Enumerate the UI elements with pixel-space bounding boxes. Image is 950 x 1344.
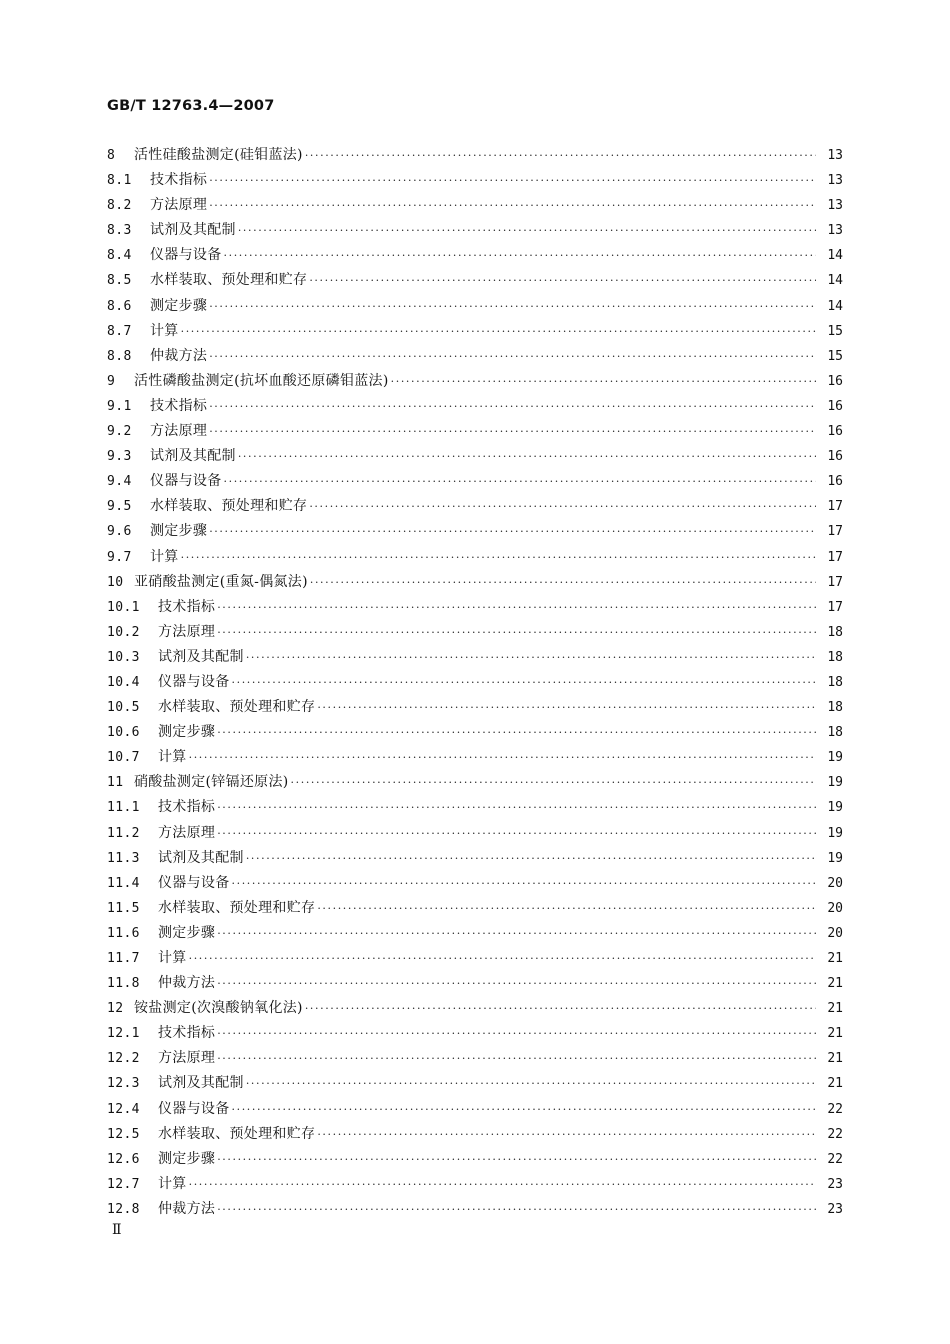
toc-entry-page: 19 [827, 800, 843, 816]
toc-entry-title: 水样装取、预处理和贮存 [158, 699, 316, 716]
toc-entry-number: 12.2 [107, 1051, 140, 1067]
toc-entry-title: 仲裁方法 [158, 1200, 216, 1217]
toc-entry[interactable] [107, 218, 843, 243]
toc-entry-number: 10.3 [107, 649, 140, 665]
toc-entry-title: 活性磷酸盐测定(抗坏血酸还原磷钼蓝法) [134, 372, 389, 389]
toc-entry-number: 10.2 [107, 624, 140, 640]
toc-entry-number: 8.7 [107, 323, 132, 339]
toc-entry-page: 17 [827, 599, 843, 615]
toc-entry-page: 19 [827, 850, 843, 866]
toc-dot-leader [209, 519, 816, 544]
toc-entry-page: 13 [827, 173, 843, 189]
toc-entry[interactable] [107, 494, 843, 519]
toc-entry-number: 12.8 [107, 1201, 140, 1217]
toc-entry-number: 12.1 [107, 1026, 140, 1042]
toc-entry-number: 9.7 [107, 549, 132, 565]
toc-entry-number: 11.4 [107, 875, 140, 891]
toc-entry-page: 21 [827, 1026, 843, 1042]
toc-entry-title: 水样装取、预处理和贮存 [150, 272, 308, 289]
toc-entry-page: 16 [827, 424, 843, 440]
toc-entry-title: 仲裁方法 [150, 347, 208, 364]
toc-dot-leader [217, 1021, 816, 1046]
toc-dot-leader [291, 770, 816, 795]
toc-entry-number: 9.3 [107, 449, 132, 465]
toc-entry-number: 8.3 [107, 223, 132, 239]
toc-entry-title: 测定步骤 [150, 297, 208, 314]
toc-entry[interactable] [107, 1197, 843, 1222]
toc-entry-title: 仪器与设备 [158, 1100, 230, 1117]
toc-dot-leader [238, 218, 816, 243]
toc-entry[interactable] [107, 921, 843, 946]
toc-entry-title: 仪器与设备 [158, 673, 230, 690]
toc-entry-title: 方法原理 [158, 824, 216, 841]
toc-entry-page: 15 [827, 348, 843, 364]
toc-entry-number: 10.4 [107, 674, 140, 690]
toc-entry[interactable] [107, 1172, 843, 1197]
toc-entry-page: 17 [827, 499, 843, 515]
toc-entry[interactable] [107, 821, 843, 846]
toc-dot-leader [217, 1147, 816, 1172]
toc-entry-number: 11 [107, 775, 124, 791]
toc-entry-page: 19 [827, 825, 843, 841]
toc-entry-number: 12.4 [107, 1101, 140, 1117]
toc-entry-title: 计算 [150, 548, 179, 565]
toc-dot-leader [305, 143, 816, 168]
toc-entry-number: 11.7 [107, 951, 140, 966]
toc-dot-leader [217, 720, 816, 745]
toc-entry-page: 18 [827, 674, 843, 690]
toc-entry-number: 12.6 [107, 1151, 140, 1167]
toc-dot-leader [224, 243, 817, 268]
toc-entry[interactable] [107, 469, 843, 494]
toc-dot-leader [317, 1122, 816, 1147]
toc-entry-page: 21 [827, 1001, 843, 1017]
toc-entry-number: 9.2 [107, 424, 132, 440]
toc-dot-leader [217, 921, 816, 946]
toc-entry-number: 9.4 [107, 474, 132, 490]
toc-entry-title: 方法原理 [150, 197, 208, 214]
toc-entry[interactable] [107, 745, 843, 770]
toc-entry-title: 仪器与设备 [150, 247, 222, 264]
toc-entry[interactable] [107, 896, 843, 921]
toc-entry-page: 20 [827, 900, 843, 916]
toc-entry[interactable] [107, 369, 843, 394]
toc-dot-leader [209, 419, 816, 444]
toc-entry[interactable] [107, 294, 843, 319]
toc-entry-page: 23 [827, 1201, 843, 1217]
toc-entry[interactable] [107, 795, 843, 820]
toc-entry[interactable] [107, 193, 843, 218]
toc-dot-leader [217, 595, 816, 620]
toc-entry-number: 12.5 [107, 1126, 140, 1142]
toc-entry-title: 试剂及其配制 [158, 1075, 244, 1092]
toc-entry[interactable] [107, 268, 843, 293]
toc-entry-title: 试剂及其配制 [158, 849, 244, 866]
toc-entry-number: 11.1 [107, 800, 140, 816]
toc-entry-page: 16 [827, 398, 843, 414]
toc-entry-number: 8.8 [107, 348, 132, 364]
toc-entry-title: 计算 [158, 749, 187, 766]
toc-entry-page: 19 [827, 775, 843, 791]
toc-entry-number: 9 [107, 373, 116, 389]
toc-entry-title: 试剂及其配制 [158, 648, 244, 665]
toc-entry-title: 仲裁方法 [158, 975, 216, 992]
toc-entry-page: 13 [827, 148, 843, 163]
toc-entry-title: 测定步骤 [158, 1150, 216, 1167]
toc-dot-leader [217, 620, 816, 645]
toc-entry[interactable] [107, 996, 843, 1021]
toc-entry-page: 16 [827, 449, 843, 465]
toc-entry[interactable] [107, 1147, 843, 1172]
toc-entry-title: 方法原理 [158, 1050, 216, 1067]
toc-entry-page: 16 [827, 474, 843, 490]
toc-entry-number: 8.2 [107, 198, 132, 214]
toc-entry[interactable] [107, 871, 843, 896]
toc-entry-number: 11.2 [107, 825, 140, 841]
toc-entry-title: 铵盐测定(次溴酸钠氧化法) [134, 1000, 303, 1017]
toc-dot-leader [217, 1197, 816, 1222]
toc-entry-number: 11.3 [107, 850, 140, 866]
toc-entry-title: 亚硝酸盐测定(重氮-偶氮法) [134, 573, 308, 590]
toc-entry-page: 17 [827, 549, 843, 565]
toc-entry-number: 10.5 [107, 700, 140, 716]
toc-dot-leader [391, 369, 816, 394]
toc-dot-leader [309, 494, 816, 519]
toc-dot-leader [246, 1071, 816, 1096]
toc-entry-title: 试剂及其配制 [150, 448, 236, 465]
toc-entry-title: 计算 [158, 1175, 187, 1192]
toc-dot-leader [232, 871, 817, 896]
toc-dot-leader [189, 1172, 816, 1197]
toc-dot-leader [209, 168, 816, 193]
toc-entry[interactable] [107, 1122, 843, 1147]
toc-entry-title: 技术指标 [150, 397, 208, 414]
toc-entry-page: 13 [827, 223, 843, 239]
toc-entry-title: 水样装取、预处理和贮存 [158, 1125, 316, 1142]
toc-dot-leader [209, 294, 816, 319]
toc-entry[interactable] [107, 243, 843, 268]
toc-entry-number: 9.6 [107, 524, 132, 540]
toc-entry-title: 技术指标 [158, 598, 216, 615]
toc-entry-number: 12.3 [107, 1076, 140, 1092]
toc-entry-title: 计算 [150, 322, 179, 339]
toc-dot-leader [309, 268, 816, 293]
toc-entry-title: 水样装取、预处理和贮存 [150, 498, 308, 515]
toc-entry[interactable] [107, 720, 843, 745]
toc-dot-leader [209, 193, 816, 218]
toc-entry[interactable] [107, 1097, 843, 1122]
toc-entry-title: 试剂及其配制 [150, 222, 236, 239]
toc-entry[interactable] [107, 620, 843, 645]
toc-entry-number: 11.6 [107, 925, 140, 941]
toc-dot-leader [217, 795, 816, 820]
toc-dot-leader [224, 469, 817, 494]
toc-entry[interactable] [107, 570, 843, 595]
toc-entry-page: 22 [827, 1151, 843, 1167]
toc-entry-page: 17 [827, 524, 843, 540]
toc-entry[interactable] [107, 846, 843, 871]
toc-entry-title: 方法原理 [158, 623, 216, 640]
toc-entry[interactable] [107, 519, 843, 544]
toc-entry-page: 15 [827, 323, 843, 339]
toc-entry-page: 19 [827, 750, 843, 766]
document-header: GB/T 12763.4—2007 [107, 98, 275, 114]
toc-entry-page: 13 [827, 198, 843, 214]
toc-entry-page: 18 [827, 624, 843, 640]
toc-entry-page: 20 [827, 925, 843, 941]
toc-entry-title: 硝酸盐测定(锌镉还原法) [134, 774, 289, 791]
toc-entry[interactable] [107, 645, 843, 670]
toc-dot-leader [232, 670, 817, 695]
toc-entry-number: 9.1 [107, 398, 132, 414]
toc-entry-title: 测定步骤 [158, 924, 216, 941]
toc-entry-number: 8.1 [107, 173, 132, 189]
toc-dot-leader [305, 996, 816, 1021]
toc-entry-title: 计算 [158, 950, 187, 966]
toc-dot-leader [217, 821, 816, 846]
toc-entry[interactable] [107, 1021, 843, 1046]
toc-entry-title: 技术指标 [150, 172, 208, 189]
toc-entry-number: 8.5 [107, 273, 132, 289]
toc-entry[interactable] [107, 946, 843, 971]
toc-entry-page: 17 [827, 574, 843, 590]
toc-dot-leader [246, 645, 816, 670]
toc-dot-leader [317, 695, 816, 720]
toc-entry-title: 技术指标 [158, 799, 216, 816]
toc-dot-leader [181, 545, 816, 570]
toc-dot-leader [232, 1097, 817, 1122]
toc-entry-page: 23 [827, 1176, 843, 1192]
toc-entry[interactable] [107, 394, 843, 419]
toc-dot-leader [181, 319, 816, 344]
toc-entry[interactable] [107, 319, 843, 344]
toc-entry-title: 方法原理 [150, 423, 208, 440]
toc-entry[interactable] [107, 1071, 843, 1096]
toc-dot-leader [209, 394, 816, 419]
toc-entry-page: 20 [827, 875, 843, 891]
toc-dot-leader [238, 444, 816, 469]
toc-entry-title: 水样装取、预处理和贮存 [158, 899, 316, 916]
toc-dot-leader [246, 846, 816, 871]
toc-entry-page: 14 [827, 298, 843, 314]
toc-entry-number: 9.5 [107, 499, 132, 515]
toc-entry-number: 12 [107, 1001, 124, 1017]
toc-entry-page: 22 [827, 1101, 843, 1117]
toc-entry-title: 测定步骤 [150, 523, 208, 540]
toc-entry-number: 12.7 [107, 1176, 140, 1192]
toc-dot-leader [310, 570, 816, 595]
toc-entry-number: 11.5 [107, 900, 140, 916]
toc-entry-page: 18 [827, 649, 843, 665]
toc-entry[interactable] [107, 344, 843, 369]
toc-entry-title: 活性硅酸盐测定(硅钼蓝法) [134, 147, 303, 163]
toc-entry-number: 10.1 [107, 599, 140, 615]
toc-entry-title: 技术指标 [158, 1025, 216, 1042]
toc-entry[interactable] [107, 419, 843, 444]
page-number: Ⅱ [112, 1222, 122, 1238]
toc-entry[interactable] [107, 1046, 843, 1071]
toc-entry[interactable] [107, 695, 843, 720]
toc-entry[interactable] [107, 545, 843, 570]
toc-entry-page: 18 [827, 700, 843, 716]
toc-entry-number: 10 [107, 574, 124, 590]
toc-entry-page: 21 [827, 976, 843, 992]
toc-dot-leader [189, 946, 816, 971]
toc-entry-number: 8 [107, 148, 116, 163]
toc-entry-number: 8.4 [107, 248, 132, 264]
toc-entry[interactable] [107, 595, 843, 620]
toc-dot-leader [209, 344, 816, 369]
toc-dot-leader [317, 896, 816, 921]
toc-entry[interactable] [107, 143, 843, 168]
toc-entry-page: 16 [827, 373, 843, 389]
toc-entry[interactable] [107, 670, 843, 695]
toc-dot-leader [217, 1046, 816, 1071]
toc-entry-number: 10.7 [107, 750, 140, 766]
toc-entry-number: 11.8 [107, 976, 140, 992]
toc-entry-title: 仪器与设备 [150, 473, 222, 490]
toc-entry-number: 10.6 [107, 725, 140, 741]
toc-entry[interactable] [107, 971, 843, 996]
toc-entry-title: 仪器与设备 [158, 874, 230, 891]
table-of-contents [107, 143, 843, 1222]
toc-entry-page: 18 [827, 725, 843, 741]
toc-entry[interactable] [107, 168, 843, 193]
toc-entry-number: 8.6 [107, 298, 132, 314]
toc-entry-page: 21 [827, 1051, 843, 1067]
toc-entry-page: 14 [827, 273, 843, 289]
toc-dot-leader [217, 971, 816, 996]
toc-entry-title: 测定步骤 [158, 724, 216, 741]
toc-entry-page: 21 [827, 1076, 843, 1092]
toc-entry[interactable] [107, 770, 843, 795]
toc-entry[interactable] [107, 444, 843, 469]
toc-entry-page: 21 [827, 951, 843, 966]
toc-entry-page: 22 [827, 1126, 843, 1142]
toc-dot-leader [189, 745, 816, 770]
toc-entry-page: 14 [827, 248, 843, 264]
